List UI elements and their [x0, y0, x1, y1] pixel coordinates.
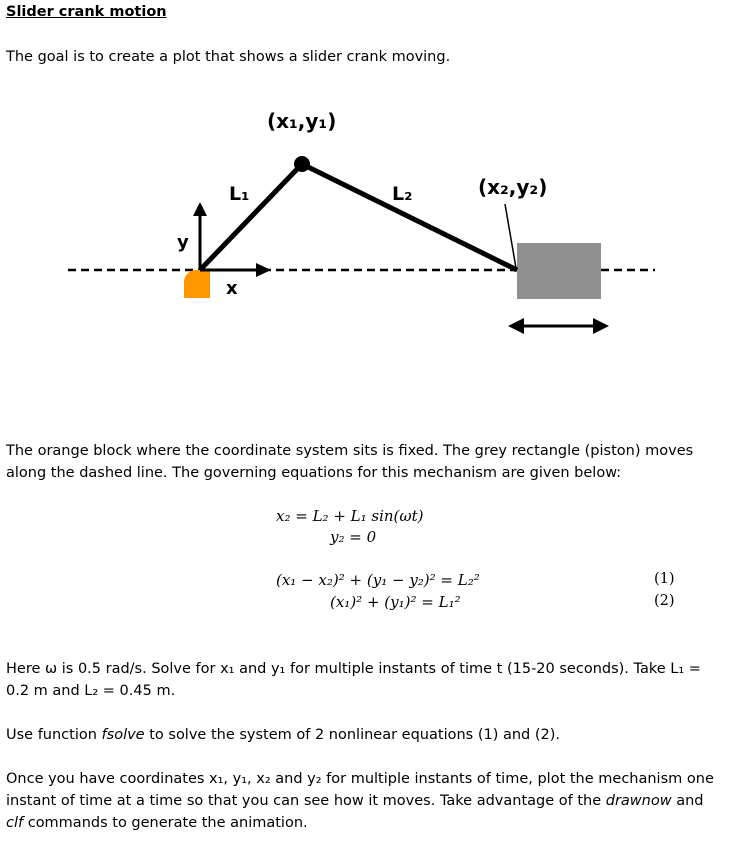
drawnow-name: drawnow [605, 793, 672, 809]
equation-1-number: (1) [654, 571, 675, 587]
slider-crank-diagram [0, 95, 733, 355]
equation-x2: x₂ = L₂ + L₁ sin(ωt) [276, 507, 424, 525]
equation-y2: y₂ = 0 [330, 528, 377, 546]
left-arrowhead [508, 318, 524, 334]
label-x1-y1: (x₁,y₁) [267, 109, 337, 133]
page-title: Slider crank motion [6, 4, 167, 20]
fsolve-paragraph: Use function fsolve to solve the system of 2 nonlinear equations (1) and (2). [6, 727, 561, 743]
equation-2-number: (2) [654, 593, 675, 609]
clf-name: clf [6, 815, 24, 831]
x-axis-arrowhead [256, 263, 271, 277]
intro-text: The goal is to create a plot that shows a slider crank moving. [6, 49, 451, 65]
label-L2: L₂ [392, 183, 413, 205]
fsolve-name: fsolve [101, 727, 145, 743]
joint-x1-y1 [294, 156, 310, 172]
label-x-axis: x [226, 278, 238, 299]
animation-paragraph: Once you have coordinates x₁, y₁, x₂ and y₂ for multiple instants of time, plot the mechanism one instant of time at a time so that you can see how it moves. Take advantage of the drawnow and clf commands to generate the animation. [6, 771, 714, 831]
fixed-orange-block [184, 270, 210, 298]
equation-2: (x₁)² + (y₁)² = L₁² [330, 593, 461, 611]
piston-rectangle [517, 243, 601, 299]
y-axis-arrowhead [193, 202, 207, 216]
parameters-paragraph: Here ω is 0.5 rad/s. Solve for x₁ and y₁ for multiple instants of time t (15-20 seconds). Take L₁ = 0.2 m and L₂ = 0.45 m. [6, 661, 701, 699]
link-L1 [200, 164, 302, 270]
label-L1: L₁ [229, 183, 250, 205]
equation-1: (x₁ − x₂)² + (y₁ − y₂)² = L₂² [276, 571, 480, 589]
pointer-line [505, 204, 516, 268]
description-paragraph: The orange block where the coordinate system sits is fixed. The grey rectangle (piston) moves along the dashed line. The governing equations for this mechanism are given below: [6, 443, 694, 481]
label-y-axis: y [177, 232, 189, 253]
label-x2-y2: (x₂,y₂) [478, 175, 548, 199]
right-arrowhead [593, 318, 609, 334]
